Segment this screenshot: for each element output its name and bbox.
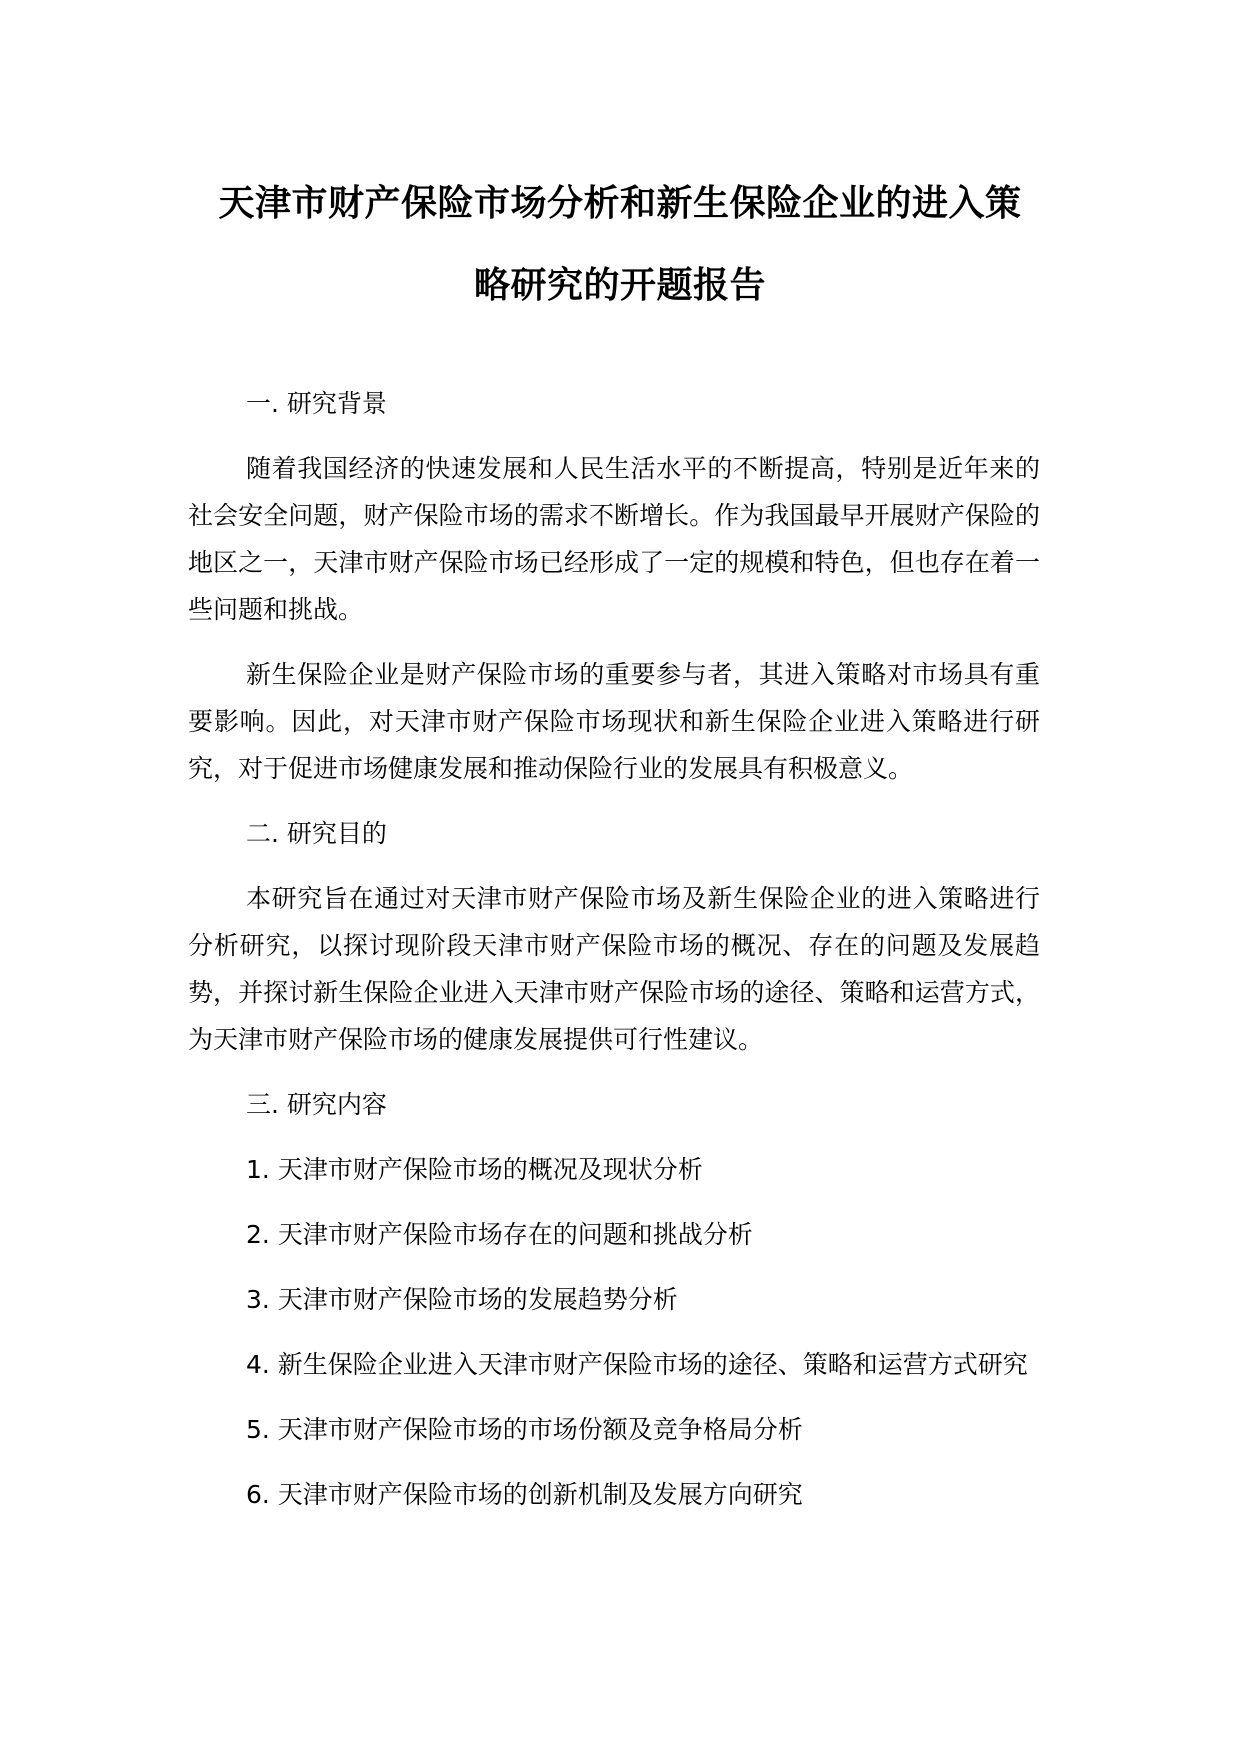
content-list-item-2: 2. 天津市财产保险市场存在的问题和挑战分析 (246, 1220, 753, 1249)
content-list-item-5: 5. 天津市财产保险市场的市场份额及竞争格局分析 (246, 1415, 803, 1444)
background-paragraph-2: 新生保险企业是财产保险市场的重要参与者，其进入策略对市场具有重要影响。因此，对天津市财产保险市场现状和新生保险企业进入策略进行研究，对于促进市场健康发展和推动保险行业的发展具有积极意义。 (188, 660, 1040, 783)
document-title-line-2: 略研究的开题报告 (473, 265, 766, 306)
content-list-item-1: 1. 天津市财产保险市场的概况及现状分析 (246, 1155, 703, 1184)
content-list-item-4: 4. 新生保险企业进入天津市财产保险市场的途径、策略和运营方式研究 (246, 1350, 1028, 1379)
section-heading-content: 三. 研究内容 (246, 1090, 387, 1119)
document-title-line-1: 天津市财产保险市场分析和新生保险企业的进入策 (218, 183, 1022, 224)
purpose-paragraph-1: 本研究旨在通过对天津市财产保险市场及新生保险企业的进入策略进行分析研究，以探讨现阶段天津市财产保险市场的概况、存在的问题及发展趋势，并探讨新生保险企业进入天津市财产保险市场的途径、策略和运营方式，为天津市财产保险市场的健康发展提供可行性建议。 (188, 884, 1040, 1054)
section-heading-background: 一. 研究背景 (246, 389, 387, 418)
section-heading-purpose: 二. 研究目的 (246, 819, 387, 848)
document-body (188, 380, 1040, 1536)
content-list-item-3: 3. 天津市财产保险市场的发展趋势分析 (246, 1285, 678, 1314)
background-paragraph-1: 随着我国经济的快速发展和人民生活水平的不断提高，特别是近年来的社会安全问题，财产保险市场的需求不断增长。作为我国最早开展财产保险的地区之一，天津市财产保险市场已经形成了一定的规模和特色，但也存在着一些问题和挑战。 (188, 454, 1040, 624)
content-list-item-6: 6. 天津市财产保险市场的创新机制及发展方向研究 (246, 1480, 803, 1509)
